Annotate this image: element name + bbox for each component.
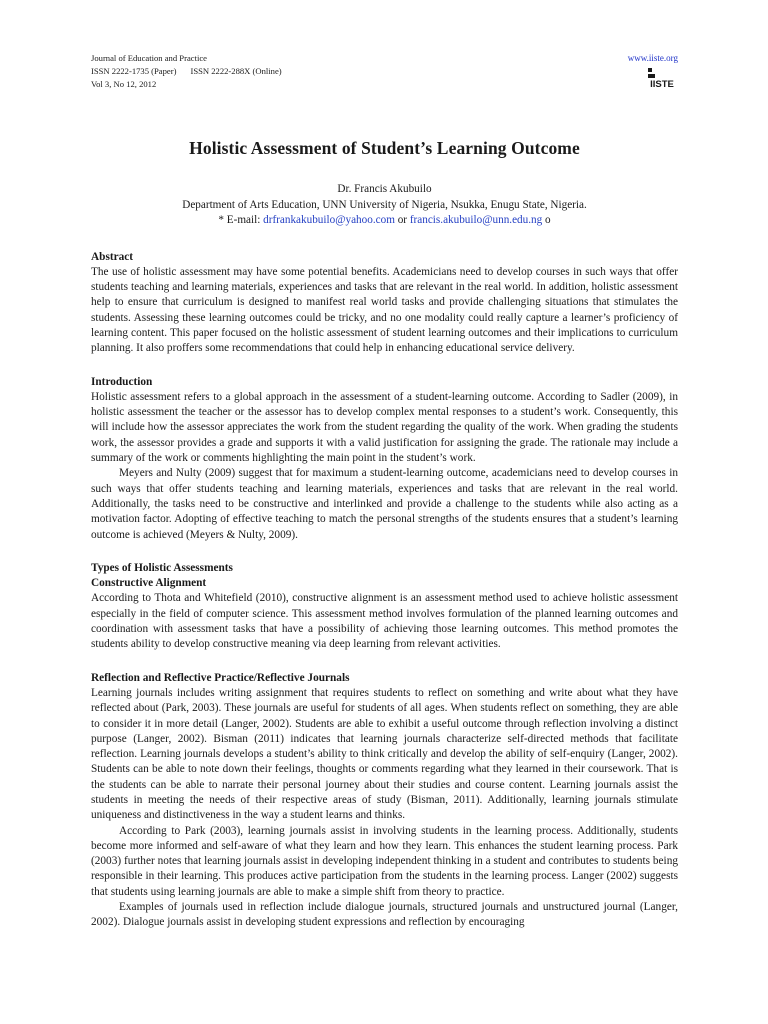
author-block <box>91 182 678 229</box>
journal-name: Journal of Education and Practice <box>91 53 207 63</box>
abstract-heading: Abstract <box>91 250 134 263</box>
iiste-logo <box>646 67 678 93</box>
constructive-alignment-heading: Constructive Alignment <box>91 577 207 590</box>
types-heading: Types of Holistic Assessments <box>91 561 233 574</box>
volume-info: Vol 3, No 12, 2012 <box>91 79 157 89</box>
email-prefix: * E-mail: <box>218 214 264 226</box>
email-link-yahoo[interactable]: drfrankakubuilo@yahoo.com <box>263 214 395 226</box>
issn-paper: ISSN 2222-1735 (Paper) <box>91 66 177 76</box>
reflection-paragraph-3: Examples of journals used in reflection include dialogue journals, structured journals and unstructured journal (Langer, 2002). Dialogue journals assist in developing student expressions and reflection by encouraging <box>91 901 678 929</box>
reflection-heading: Reflection and Reflective Practice/Reflective Journals <box>91 671 350 684</box>
paper-title: Holistic Assessment of Student’s Learning Outcome <box>189 138 580 158</box>
introduction-section <box>91 375 678 543</box>
site-url-link[interactable]: www.iiste.org <box>627 53 678 63</box>
constructive-alignment-paragraph: According to Thota and Whitefield (2010), constructive alignment is an assessment method used to achieve holistic assessment especially in the field of computer science. This assessment method involves formulation of the planned learning outcomes and coordination with assessment tasks that have a possibility of achieving those learning outcomes. This method promotes the students ability to develop constructive meaning via deep learning from relevant activities. <box>91 592 678 651</box>
author-emails <box>91 213 678 229</box>
author-name: Dr. Francis Akubuilo <box>337 183 432 195</box>
journal-header <box>91 52 678 96</box>
issn-online: ISSN 2222-288X (Online) <box>190 66 282 76</box>
email-link-unn[interactable]: francis.akubuilo@unn.edu.ng <box>409 214 543 226</box>
logo-text: IISTE <box>650 79 674 89</box>
types-section <box>91 561 678 653</box>
issn-line <box>91 65 678 78</box>
author-affiliation: Department of Arts Education, UNN University of Nigeria, Nsukka, Enugu State, Nigeria. <box>182 198 587 211</box>
iiste-logo-icon <box>646 67 678 89</box>
email-or: or <box>394 214 410 226</box>
header-right <box>628 52 678 93</box>
email-suffix: o <box>542 214 551 226</box>
abstract-section <box>91 250 678 357</box>
reflection-paragraph-2: According to Park (2003), learning journals assist in involving students in the learning process. Additionally, students become more informed and self-aware of what they learn and how they learn. This enhances the student learning process. Park (2003) further notes that learning journals assist in developing independent thinking in a student and contributes to students being responsible in their learning. This produces active participation from the students in the learning process. Langer (2002) suggests that students using learning journals are able to make a simple shift from theory to practice. <box>91 824 678 898</box>
introduction-paragraph-2: Meyers and Nulty (2009) suggest that for maximum a student-learning outcome, academicians need to develop courses in such ways that offer students teaching and learning materials, experiences and tasks that are relevant in the real world. Additionally, the tasks need to be constructive and interlinked and provide a challenge to the students while also acting as a motivation factor. Adopting of effective teaching to match the personal strengths of the students ensures that a student’s learning outcome is achieved (Meyers & Nulty, 2009). <box>91 467 678 541</box>
abstract-text: The use of holistic assessment may have some potential benefits. Academicians need to develop courses in such ways that offer students teaching and learning materials, experiences and tasks that are relevant in the real world. In addition, holistic assessment help to ensure that curriculum is designed to manifest real world tasks and provide challenging situations that stimulates the students. Assessing these learning outcomes could be tricky, and no one modality could really capture a learner’s proficiency of learning content. This paper focused on the holistic assessment of student learning outcomes and their implications to curriculum planning. It also proffers some recommendations that could help in enhancing educational service delivery. <box>91 265 678 355</box>
reflection-paragraph-1: Learning journals includes writing assignment that requires students to reflect on something and write about what they have reflected about (Park, 2003). These journals are useful for students of all ages. When students reflect on something, they are able to consider it in more detail (Langer, 2002). Students are able to exhibit a useful outcome through reflection involving a distinct purpose (Langer, 2002). Bisman (2011) indicates that learning journals characterize self-directed methods that facilitate reflection. Learning journals develops a student’s ability to think critically and develop the ability of self-enquiry (Langer, 2002). Students can be able to note down their feelings, thoughts or comments regarding what they learned in their coursework. That is the students can be able to narrate their personal journey about their studies and course content. Learning journals assist the students in meeting the needs of their respective areas of study (Bisman, 2011). Additionally, learning journals stimulate uniqueness and distinctiveness in the way a student learns and thinks. <box>91 686 678 822</box>
reflection-section <box>91 671 678 931</box>
introduction-paragraph-1: Holistic assessment refers to a global approach in the assessment of a student-learning outcome. According to Sadler (2009), in holistic assessment the teacher or the assessor has to develop complex mental responses to a student’s work. Consequently, this will include how the assessor appreciates the work from the student regarding the quality of the work. When grading the students work, the assessor provides a grade and supports it with a valid justification for assigning the grade. The rationale may include a summary of the work or comments highlighting the main point in the student’s work. <box>91 390 678 465</box>
introduction-heading: Introduction <box>91 375 153 388</box>
